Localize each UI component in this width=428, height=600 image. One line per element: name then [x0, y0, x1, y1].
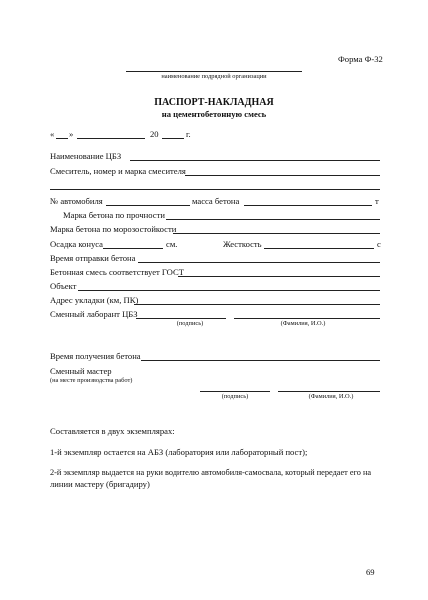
doc-title: ПАСПОРТ-НАКЛАДНАЯ: [154, 97, 274, 108]
concrete-mass-line: [244, 205, 372, 206]
label-shift-lab: Сменный лаборант ЦБЗ: [50, 309, 138, 319]
year-suffix: г.: [186, 129, 191, 139]
day-line: [56, 138, 68, 139]
label-address: Адрес укладки (км, ПК): [50, 295, 139, 305]
label-slump: Осадка конуса: [50, 239, 103, 249]
mixer-line: [185, 175, 380, 176]
object-line: [78, 290, 380, 291]
cm-unit: см.: [166, 239, 178, 249]
note-copy1: 1-й экземпляр остается на АБЗ (лаборатория или лабораторный пост);: [50, 447, 308, 457]
form-number: Форма Ф-32: [338, 54, 383, 64]
strength-grade-line: [166, 219, 380, 220]
address-line: [134, 304, 380, 305]
year-line: [162, 138, 184, 139]
gost-line: [178, 276, 380, 277]
label-car-number: № автомобиля: [50, 196, 103, 206]
label-concrete-mass: масса бетона: [192, 196, 240, 206]
sec-unit: с: [377, 239, 381, 249]
org-name-line: [126, 71, 302, 72]
label-gost: Бетонная смесь соответствует ГОСТ: [50, 267, 184, 277]
label-strength-grade: Марка бетона по прочности: [63, 210, 165, 220]
receive-time-line: [141, 360, 380, 361]
lab-name-caption: (Фамилия, И.О.): [280, 320, 326, 327]
note-copies: Составляется в двух экземплярах:: [50, 426, 175, 436]
slump-line: [103, 248, 163, 249]
mixer-line-2: [50, 189, 380, 190]
doc-subtitle: на цементобетонную смесь: [161, 109, 267, 119]
dispatch-time-line: [138, 262, 380, 263]
label-stiffness: Жесткость: [223, 239, 262, 249]
frost-grade-line: [173, 233, 380, 234]
label-receive-time: Время получения бетона: [50, 351, 141, 361]
month-line: [77, 138, 145, 139]
lab-signature-line: [136, 318, 226, 319]
master-name-line: [278, 391, 380, 392]
master-signature-caption: (подпись): [221, 393, 249, 400]
ton-unit: т: [375, 196, 379, 206]
shift-master-note: (на месте производства работ): [50, 377, 133, 384]
label-dispatch-time: Время отправки бетона: [50, 253, 136, 263]
note-copy2-line2: линии мастеру (бригадиру): [50, 479, 150, 489]
label-shift-master: Сменный мастер: [50, 366, 112, 376]
note-copy2-line1: 2-й экземпляр выдается на руки водителю автомобиля-самосвала, который передает его на: [50, 468, 372, 477]
year-prefix: 20: [150, 129, 159, 139]
page-number: 69: [366, 567, 375, 577]
car-number-line: [106, 205, 190, 206]
org-caption: наименование подрядной организации: [161, 73, 267, 80]
label-frost-grade: Марка бетона по морозостойкости: [50, 224, 177, 234]
date-close-quote: »: [69, 129, 74, 139]
stiffness-line: [264, 248, 374, 249]
date-open-quote: «: [50, 129, 55, 139]
label-cbz-name: Наименование ЦБЗ: [50, 151, 122, 161]
lab-signature-caption: (подпись): [176, 320, 204, 327]
label-mixer: Смеситель, номер и марка смесителя: [50, 166, 186, 176]
master-name-caption: (Фамилия, И.О.): [308, 393, 354, 400]
master-signature-line: [200, 391, 270, 392]
lab-name-line: [234, 318, 380, 319]
label-object: Объект: [50, 281, 77, 291]
cbz-name-line: [130, 160, 380, 161]
